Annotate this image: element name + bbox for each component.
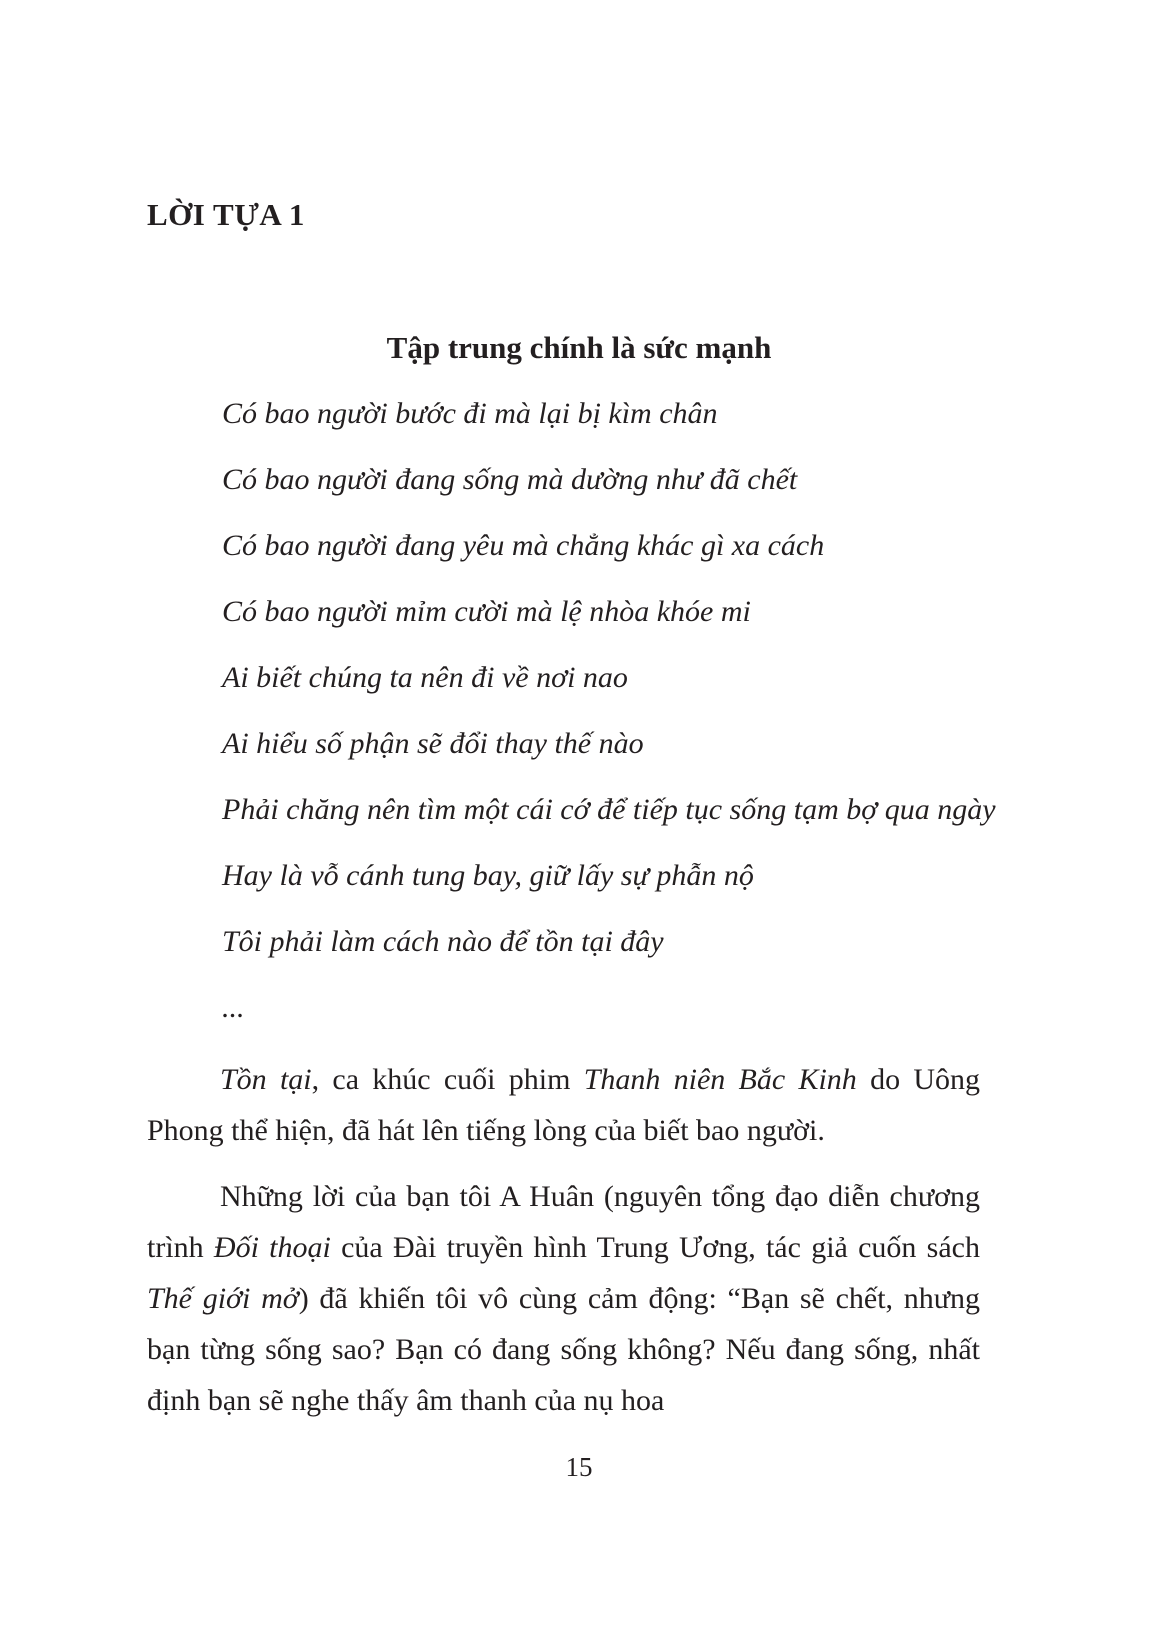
poem-line: Có bao người bước đi mà lại bị kìm chân (222, 397, 718, 430)
poem-title (0, 330, 1158, 366)
paragraph-text: ) đã khiến tôi vô cùng cảm động: “Bạn sẽ chết, nhưng bạn từng sống sao? Bạn có đang sống không? Nếu đang sống, nhất định bạn sẽ nghe thấy âm thanh của nụ hoa (147, 1282, 980, 1417)
film-title: Thanh niên Bắc Kinh (583, 1063, 857, 1096)
poem-line: Ai biết chúng ta nên đi về nơi nao (222, 661, 628, 694)
section-title: LỜI TỰA 1 (147, 197, 305, 232)
paragraph-song-intro (147, 1054, 980, 1156)
page-number: 15 (565, 1452, 593, 1482)
paragraph-text: của Đài truyền hình Trung Ương, tác giả cuốn sách (330, 1231, 980, 1264)
paragraph-text: do Uông Phong thể hiện, đã hát lên tiếng lòng của biết bao người. (147, 1063, 980, 1147)
poem-line: Có bao người mỉm cười mà lệ nhòa khóe mi (222, 595, 751, 628)
poem-lines (222, 392, 996, 1052)
poem-line: Phải chăng nên tìm một cái cớ để tiếp tục sống tạm bợ qua ngày (222, 793, 996, 826)
paragraph-quote (147, 1171, 980, 1426)
song-title: Tồn tại (220, 1063, 312, 1096)
poem-line-ellipsis: ... (222, 991, 245, 1024)
paragraph-text: Những lời của bạn tôi A Huân (nguyên tổng đạo diễn chương trình (147, 1180, 980, 1264)
poem-line: Tôi phải làm cách nào để tồn tại đây (222, 925, 664, 958)
book-title: Thế giới mở (147, 1282, 299, 1315)
poem-line: Ai hiểu số phận sẽ đổi thay thế nào (222, 727, 644, 760)
poem-line: Có bao người đang yêu mà chẳng khác gì xa cách (222, 529, 825, 562)
program-title: Đối thoại (213, 1231, 331, 1264)
poem-line: Hay là vỗ cánh tung bay, giữ lấy sự phẫn nộ (222, 859, 754, 892)
poem-line: Có bao người đang sống mà dường như đã chết (222, 463, 798, 496)
paragraph-text: , ca khúc cuối phim (311, 1063, 584, 1096)
poem-title-text: Tập trung chính là sức mạnh (386, 330, 772, 365)
